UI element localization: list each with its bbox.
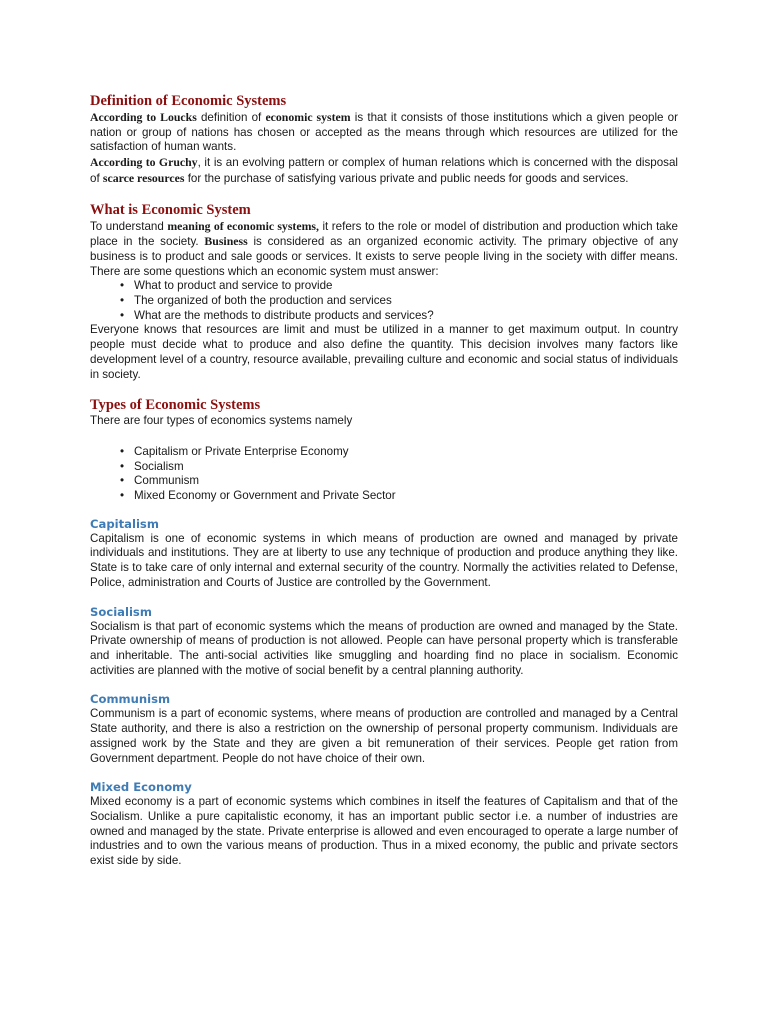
text-run: for the purchase of satisfying various private and public needs for goods and services. xyxy=(184,171,629,185)
list-item: • Capitalism or Private Enterprise Economy xyxy=(120,445,678,460)
text-run: , it is an evolving pattern or complex of human relations which is concerned with the disposal of xyxy=(90,156,678,185)
text-run: definition of xyxy=(196,111,266,124)
bold-term: meaning of economic systems, xyxy=(167,218,319,233)
bold-term: According to Loucks xyxy=(90,110,197,124)
list-item: • Mixed Economy or Government and Private Sector xyxy=(120,489,678,504)
heading-types: Types of Economic Systems xyxy=(90,397,261,414)
heading-communism: Communism xyxy=(90,692,171,707)
text-run: is considered as an organized economic activity. The primary objective of any business is to product and sale goods or services. It exists to serve people living in the society with differ means. There are some questions which an economic system must answer: xyxy=(90,235,678,278)
heading-capitalism: Capitalism xyxy=(90,516,159,531)
paragraph-gruchy xyxy=(90,155,678,186)
paragraph-resources: Everyone knows that resources are limit and must be utilized in a manner to get maximum output. In country people must decide what to produce and also define the quantity. This decision involves many factors like development level of a country, resource available, prevailing culture and economic and social status of individuals in society. xyxy=(90,323,678,381)
text-run: is that it consists of those institutions which a given people or nation or group of nations has chosen or accepted as the means through which resources are utilized for the satisfaction of human wants. xyxy=(90,111,678,154)
list-item: • Socialism xyxy=(120,460,678,475)
text-run: it refers to the role or model of distribution and production which take place in the society. xyxy=(90,219,679,249)
list-item: • What to product and service to provide xyxy=(120,279,678,294)
questions-list xyxy=(90,279,678,323)
list-item: • Communism xyxy=(120,474,678,489)
bold-term: According to Gruchy xyxy=(90,155,198,170)
bold-term: economic system xyxy=(265,110,351,124)
list-item: • The organized of both the production and services xyxy=(120,294,678,309)
paragraph-communism: Communism is a part of economic systems, where means of production are controlled and managed by a Central State authority, and there is also a restriction on the ownership of personal property communism. Individuals are assigned work by the State and they are given a bit remuneration of their services. People get ration from Government department. People do not have choice of their own. xyxy=(90,707,678,765)
heading-mixed-economy: Mixed Economy xyxy=(90,780,192,795)
paragraph-mixed-economy: Mixed economy is a part of economic systems which combines in itself the features of Capitalism and that of the Socialism. Unlike a pure capitalistic economy, it has an important public sector i.e. a number of industries are owned and managed by the state. Private enterprise is allowed and even encouraged to operate a large number of industries and to own the various means of production. Thus in a mixed economy, the public and private sectors exist side by side. xyxy=(90,795,678,868)
list-item: • What are the methods to distribute products and services? xyxy=(120,309,678,324)
text-run: To understand xyxy=(90,219,168,233)
paragraph-loucks xyxy=(90,110,678,155)
paragraph-understand xyxy=(90,219,678,280)
bold-term: scarce resources xyxy=(102,170,185,185)
heading-definition: Definition of Economic Systems xyxy=(90,93,287,109)
paragraph-socialism: Socialism is that part of economic systems which the means of production are owned and managed by the State. Private ownership of means of production is not allowed. People can have personal property which is transferable and inheritable. The anti-social activities like smuggling and hoarding find no place in socialism. Economic activities are planned with the motive of social benefit by a central planning authority. xyxy=(90,619,678,677)
document-page xyxy=(90,92,678,869)
paragraph-types-intro: There are four types of economics systems namely xyxy=(90,414,353,428)
heading-socialism: Socialism xyxy=(90,604,152,619)
bold-term: Business xyxy=(204,234,248,249)
types-list xyxy=(90,445,678,504)
heading-what-is: What is Economic System xyxy=(90,201,251,218)
paragraph-capitalism: Capitalism is one of economic systems in which means of production are owned and managed by private individuals and institutions. They are at liberty to use any technique of production and produce anything they like. State is to take care of only internal and external security of the country. Normally the activities related to Defense, Police, administration and Courts of Justice are controlled by the Government. xyxy=(90,531,678,589)
